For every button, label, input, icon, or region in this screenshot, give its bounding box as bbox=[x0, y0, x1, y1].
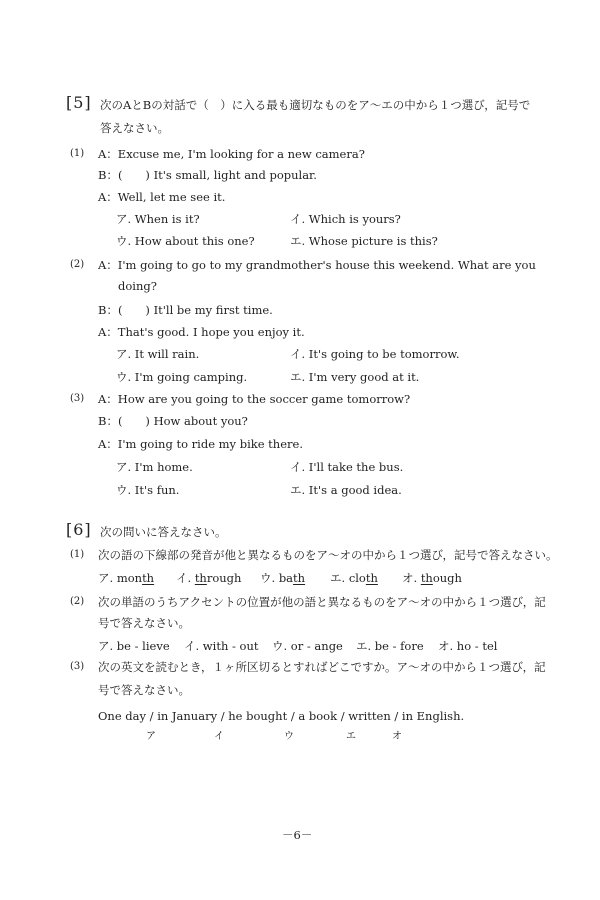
question-number: (2) bbox=[70, 596, 85, 607]
choice: ア. I'm home. bbox=[116, 460, 193, 474]
accent-choice: イ. with - out bbox=[184, 639, 259, 653]
dialogue-line: A：How are you going to the soccer game tomorrow? bbox=[98, 392, 411, 406]
dialogue-line: A：That's good. I hope you enjoy it. bbox=[98, 325, 305, 339]
accent-choice: ウ. or - ange bbox=[272, 639, 343, 653]
choice: ウ. How about this one? bbox=[116, 234, 255, 248]
pronunciation-choice: オ. though bbox=[402, 571, 462, 585]
choice: イ. Which is yours? bbox=[290, 212, 401, 226]
question-number: (1) bbox=[70, 549, 85, 560]
section-5-number: [5] bbox=[66, 93, 92, 112]
accent-choice: エ. be - fore bbox=[356, 639, 424, 653]
page-number: －6－ bbox=[282, 828, 313, 842]
dialogue-line: B：( ) It'll be my first time. bbox=[98, 303, 273, 317]
question-text: 次の英文を読むとき，１ヶ所区切るとすればどこですか。ア～オの中から１つ選び，記 bbox=[98, 660, 546, 674]
division-marker: オ bbox=[392, 731, 402, 742]
dialogue-line: doing? bbox=[118, 279, 157, 293]
question-text-cont: 号で答えなさい。 bbox=[98, 683, 190, 697]
choice: イ. I'll take the bus. bbox=[290, 460, 404, 474]
choice: ウ. I'm going camping. bbox=[116, 370, 248, 384]
choice: エ. Whose picture is this? bbox=[290, 234, 438, 248]
section-5-instruction: 次のAとBの対話で（ ）に入る最も適切なものをア～エの中から１つ選び，記号で bbox=[100, 98, 531, 112]
division-marker: ア bbox=[146, 731, 156, 742]
question-text: 次の単語のうちアクセントの位置が他の語と異なるものをア～オの中から１つ選び，記 bbox=[98, 595, 546, 609]
pronunciation-choice: ウ. bath bbox=[260, 571, 306, 585]
dialogue-line: B：( ) How about you? bbox=[98, 414, 248, 428]
accent-choice: ア. be - lieve bbox=[98, 639, 170, 653]
accent-choice: オ. ho - tel bbox=[438, 639, 498, 653]
division-marker: エ bbox=[346, 731, 356, 742]
dialogue-line: A：Excuse me, I'm looking for a new camera? bbox=[98, 147, 365, 161]
section-5-instruction-cont: 答えなさい。 bbox=[100, 121, 169, 135]
section-6-instruction: 次の問いに答えなさい。 bbox=[100, 525, 227, 539]
question-number: (3) bbox=[70, 661, 85, 672]
pronunciation-choice: ア. month bbox=[98, 571, 155, 585]
dialogue-line: A：I'm going to go to my grandmother's house this weekend. What are you bbox=[98, 258, 536, 272]
english-sentence: One day / in January / he bought / a book / written / in English. bbox=[98, 709, 465, 723]
question-text-cont: 号で答えなさい。 bbox=[98, 616, 190, 630]
choice: エ. It's a good idea. bbox=[290, 483, 402, 497]
choice: ア. It will rain. bbox=[116, 347, 200, 361]
section-6-number: [6] bbox=[66, 520, 92, 539]
division-marker: ウ bbox=[284, 731, 294, 742]
pronunciation-choice: エ. cloth bbox=[330, 571, 378, 585]
question-number: (2) bbox=[70, 259, 85, 270]
question-number: (3) bbox=[70, 393, 85, 404]
choice: ア. When is it? bbox=[116, 212, 200, 226]
choice: ウ. It's fun. bbox=[116, 483, 180, 497]
choice: エ. I'm very good at it. bbox=[290, 370, 420, 384]
division-marker: イ bbox=[214, 731, 224, 742]
pronunciation-choice: イ. through bbox=[176, 571, 242, 585]
question-text: 次の語の下線部の発音が他と異なるものをア～オの中から１つ選び，記号で答えなさい。 bbox=[98, 548, 558, 562]
dialogue-line: B：( ) It's small, light and popular. bbox=[98, 168, 317, 182]
dialogue-line: A：Well, let me see it. bbox=[98, 190, 226, 204]
question-number: (1) bbox=[70, 148, 85, 159]
choice: イ. It's going to be tomorrow. bbox=[290, 347, 460, 361]
dialogue-line: A：I'm going to ride my bike there. bbox=[98, 437, 303, 451]
